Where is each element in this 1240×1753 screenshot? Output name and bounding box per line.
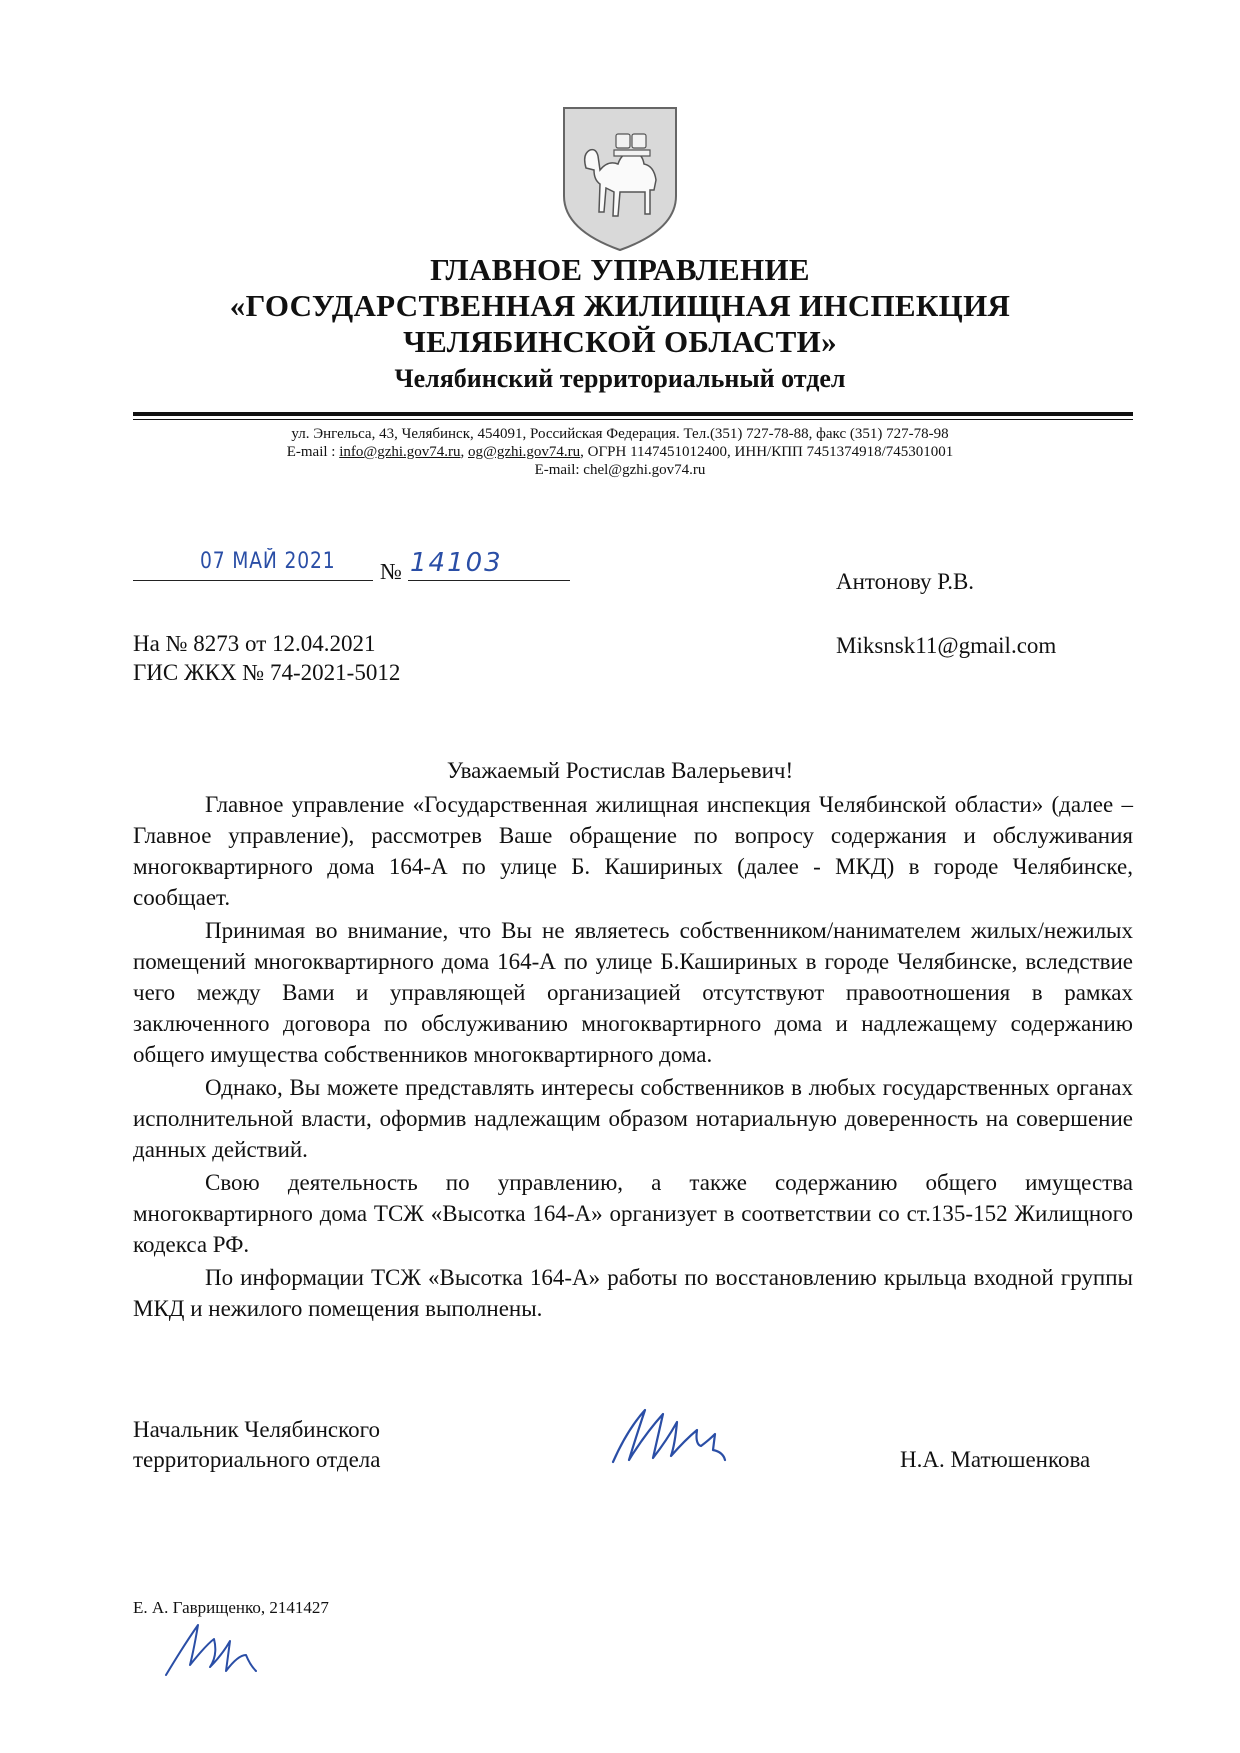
letter-body bbox=[133, 789, 1133, 1324]
email-link-info[interactable]: info@gzhi.gov74.ru bbox=[339, 444, 461, 460]
body-paragraph-4: Свою деятельность по управлению, а также содержанию общего имущества многоквартирного дома ТСЖ «Высотка 164-А» организует в соответствии со ст.135-152 Жилищного кодекса РФ. bbox=[133, 1170, 1133, 1257]
org-title-line3: ЧЕЛЯБИНСКОЙ ОБЛАСТИ» bbox=[403, 324, 837, 359]
executor-info: Е. А. Гаврищенко, 2141427 bbox=[133, 1598, 329, 1617]
reference-line2: ГИС ЖКХ № 74-2021-5012 bbox=[133, 660, 401, 685]
signer-position-line1: Начальник Челябинского bbox=[133, 1417, 380, 1442]
handwritten-signature-icon bbox=[605, 1400, 755, 1480]
department-title: Челябинский территориальный отдел bbox=[394, 364, 846, 393]
coat-of-arms-icon bbox=[560, 104, 680, 254]
body-paragraph-3: Однако, Вы можете представлять интересы собственников в любых государственных органах исполнительной власти, оформив надлежащим образом нотариальную доверенность на совершение данных действий. bbox=[133, 1075, 1133, 1162]
signer-name: Н.А. Матюшенкова bbox=[900, 1447, 1091, 1472]
registration-date-stamp: 07 МАЙ 2021 bbox=[200, 549, 336, 574]
email-label: E-mail : bbox=[286, 444, 336, 460]
body-paragraph-5: По информации ТСЖ «Высотка 164-А» работы по восстановлению крыльца входной группы МКД и нежилого помещения выполнены. bbox=[133, 1265, 1133, 1321]
email-link-og[interactable]: og@gzhi.gov74.ru bbox=[468, 444, 581, 460]
contact-emails: E-mail : info@gzhi.gov74.ru, og@gzhi.gov74.ru, ОГРН 1147451012400, ИНН/КПП 7451374918/745301001 bbox=[286, 444, 954, 460]
date-underline bbox=[133, 580, 373, 581]
signer-position-line2: территориального отдела bbox=[133, 1447, 381, 1472]
executor-initials-signature-icon bbox=[160, 1615, 280, 1685]
body-paragraph-2: Принимая во внимание, что Вы не являетесь собственником/нанимателем жилых/нежилых помещений многоквартирного дома 164-А по улице Б.Кашириных в городе Челябинске, вследствие чего между Вами и управляющей организацией отсутствуют правоотношения в рамках заключенного договора по обслуживанию многоквартирного дома и надлежащему содержанию общего имущества собственников многоквартирного дома. bbox=[133, 918, 1133, 1067]
registration-number: 14103 bbox=[410, 548, 503, 578]
recipient-email: Miksnsk11@gmail.com bbox=[836, 633, 1057, 658]
header-rule-thin bbox=[133, 419, 1133, 420]
ogrn-text: , ОГРН 1147451012400, ИНН/КПП 7451374918/745301001 bbox=[580, 444, 954, 460]
number-underline bbox=[408, 580, 570, 581]
reference-line1: На № 8273 от 12.04.2021 bbox=[133, 631, 376, 656]
recipient-name: Антонову Р.В. bbox=[836, 569, 975, 594]
salutation: Уважаемый Ростислав Валерьевич! bbox=[446, 758, 794, 783]
org-title-line2: «ГОСУДАРСТВЕННАЯ ЖИЛИЩНАЯ ИНСПЕКЦИЯ bbox=[229, 288, 1011, 323]
contact-address: ул. Энгельса, 43, Челябинск, 454091, Российская Федерация. Тел.(351) 727-78-88, факс (351) 727-78-98 bbox=[291, 426, 949, 442]
org-title-line1: ГЛАВНОЕ УПРАВЛЕНИЕ bbox=[430, 252, 810, 287]
body-paragraph-1: Главное управление «Государственная жилищная инспекция Челябинской области» (далее – Главное управление), рассмотрев Ваше обращение по вопросу содержания и обслуживания многоквартирного дома 164-А по улице Б. Кашириных (далее - МКД) в городе Челябинске, сообщает. bbox=[133, 792, 1133, 910]
number-sign: № bbox=[380, 559, 402, 584]
contact-email-chel: E-mail: chel@gzhi.gov74.ru bbox=[534, 462, 706, 478]
header-rule-thick bbox=[133, 412, 1133, 416]
